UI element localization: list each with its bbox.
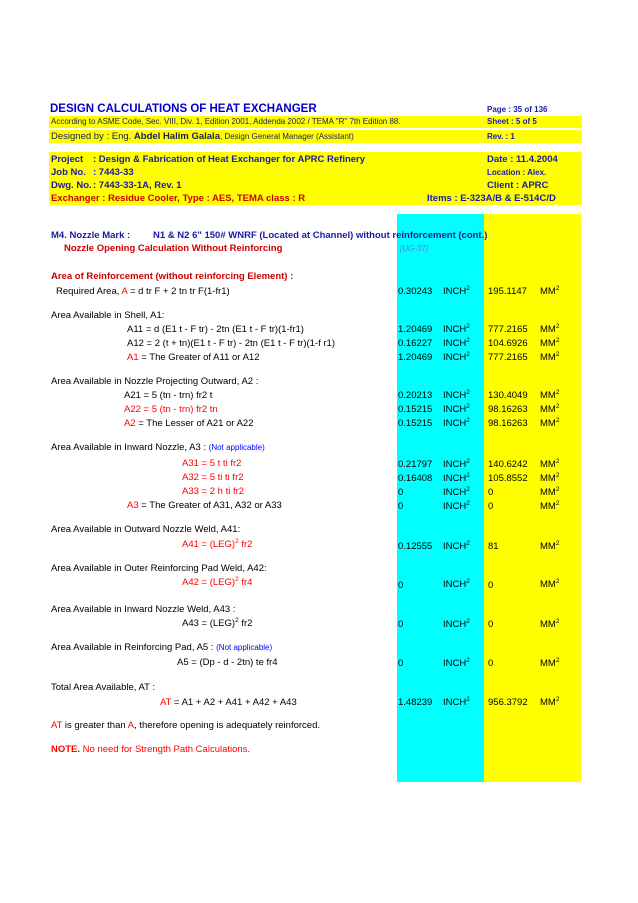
unit-exponent: 2 xyxy=(555,471,560,479)
unit-exponent: 2 xyxy=(555,457,560,465)
a31-formula: A31 = 5 t ti fr2 xyxy=(182,458,242,469)
unit-exponent: 2 xyxy=(466,499,470,507)
a41-inch: 0.12555 xyxy=(398,541,433,552)
project-date: Date : 11.4.2004 xyxy=(487,154,558,165)
inch-unit: INCH xyxy=(443,487,467,498)
a31-inch-unit xyxy=(443,459,470,470)
a3-inch: 0 xyxy=(398,501,404,512)
project-client: Client : APRC xyxy=(487,180,549,191)
unit-exponent: 2 xyxy=(555,695,560,703)
a22-inch-unit xyxy=(443,404,470,415)
a1-inch-unit xyxy=(443,352,470,363)
mm-unit: MM xyxy=(540,324,556,335)
inch-unit: INCH xyxy=(443,541,467,552)
a5-inch-unit xyxy=(443,658,470,669)
dwg-value: : 7443-33-1A, Rev. 1 xyxy=(93,180,182,191)
unit-exponent: 2 xyxy=(466,471,470,479)
a2-mm: 98.16263 xyxy=(488,418,528,429)
document-title: DESIGN CALCULATIONS OF HEAT EXCHANGER xyxy=(50,103,317,115)
unit-exponent: 2 xyxy=(555,284,560,292)
sheet-number: Sheet : 5 of 5 xyxy=(487,117,537,126)
inch-unit: INCH xyxy=(443,404,467,415)
at-inch: 1.48239 xyxy=(398,697,433,708)
job-key: Job No. xyxy=(51,167,86,178)
a12-formula: A12 = 2 (t + tn)(E1 t - F tr) - 2tn (E1 t - F tr)(1-f r1) xyxy=(127,338,335,349)
note xyxy=(51,744,250,755)
note-text: No need for Strength Path Calculations. xyxy=(80,744,251,755)
items-list: Items : E-323A/B & E-514C/D xyxy=(427,193,556,204)
inch-unit: INCH xyxy=(443,390,467,401)
unit-exponent: 2 xyxy=(555,402,560,410)
a2-mm-unit xyxy=(540,418,559,429)
mm-unit: MM xyxy=(540,418,556,429)
designer-line xyxy=(51,131,354,142)
required-area-heading: Area of Reinforcement (without reinforcing Element) : xyxy=(51,271,294,282)
at-heading: Total Area Available, AT : xyxy=(51,682,156,693)
a43-formula xyxy=(182,618,252,629)
a42-formula-b: fr4 xyxy=(238,577,253,588)
conclusion xyxy=(51,720,320,731)
a42-exponent: 2 xyxy=(235,575,239,583)
a42-inch-unit xyxy=(443,579,470,590)
inch-unit: INCH xyxy=(443,338,467,349)
a5-heading-text: Area Available in Reinforcing Pad, A5 : xyxy=(51,642,217,653)
project-key: Project xyxy=(51,154,84,165)
unit-exponent: 2 xyxy=(466,695,470,703)
a42-mm-unit xyxy=(540,579,559,590)
a1-mm-unit xyxy=(540,352,559,363)
required-area-mm-unit xyxy=(540,286,559,297)
unit-exponent: 2 xyxy=(555,617,560,625)
conclusion-at: AT xyxy=(51,720,63,731)
at-mm: 956.3792 xyxy=(488,697,528,708)
unit-exponent: 2 xyxy=(466,656,470,664)
mm-unit: MM xyxy=(540,541,556,552)
a3-expression: = The Greater of A31, A32 or A33 xyxy=(138,500,282,511)
a2-result-formula xyxy=(124,418,254,429)
a5-not-applicable: (Not applicable) xyxy=(216,643,273,652)
a3-result-formula xyxy=(127,500,282,511)
a21-formula: A21 = 5 (tn - trn) fr2 t xyxy=(124,390,213,401)
a32-inch-unit xyxy=(443,473,470,484)
inch-unit: INCH xyxy=(443,459,467,470)
job-value: : 7443-33 xyxy=(93,167,134,178)
at-mm-unit xyxy=(540,697,559,708)
a12-mm-unit xyxy=(540,338,559,349)
a31-mm: 140.6242 xyxy=(488,459,528,470)
a41-formula-b: fr2 xyxy=(238,539,253,550)
dwg-key: Dwg. No. xyxy=(51,180,92,191)
mm-unit: MM xyxy=(540,338,556,349)
a3-inch-unit xyxy=(443,501,470,512)
a1-expression: = The Greater of A11 or A12 xyxy=(138,352,260,363)
a41-mm: 81 xyxy=(488,541,499,552)
a33-inch: 0 xyxy=(398,487,404,498)
nozzle-mark-key: M4. Nozzle Mark : xyxy=(51,230,131,241)
inch-unit: INCH xyxy=(443,352,467,363)
project-value: : Design & Fabrication of Heat Exchanger for APRC Refinery xyxy=(93,154,366,165)
a2-symbol: A2 xyxy=(124,418,136,429)
a42-heading: Area Available in Outer Reinforcing Pad Weld, A42: xyxy=(51,563,267,574)
a11-inch: 1.20469 xyxy=(398,324,433,335)
unit-exponent: 2 xyxy=(555,539,560,547)
code-reference: According to ASME Code, Sec. VIII, Div. 1, Edition 2001, Addenda 2002 / TEMA "R" 7th Edition 88. xyxy=(51,117,401,126)
a33-mm-unit xyxy=(540,487,559,498)
inch-unit: INCH xyxy=(443,697,467,708)
unit-exponent: 2 xyxy=(466,402,470,410)
a43-mm-unit xyxy=(540,619,559,630)
mm-unit: MM xyxy=(540,459,556,470)
unit-exponent: 2 xyxy=(466,322,470,330)
a42-formula-a: A42 = (LEG) xyxy=(182,577,236,588)
a31-mm-unit xyxy=(540,459,559,470)
note-label: NOTE. xyxy=(51,744,81,755)
a32-mm: 105.8552 xyxy=(488,473,528,484)
unit-exponent: 2 xyxy=(555,322,560,330)
inch-unit: INCH xyxy=(443,658,467,669)
required-area-mm: 195.1147 xyxy=(488,286,527,297)
at-formula xyxy=(160,697,297,708)
a3-symbol: A3 xyxy=(127,500,139,511)
a1-inch: 1.20469 xyxy=(398,352,433,363)
conclusion-end: , therefore opening is adequately reinforced. xyxy=(134,720,320,731)
exchanger-description: Exchanger : Residue Cooler, Type : AES, TEMA class : R xyxy=(51,193,306,204)
a5-formula: A5 = (Dp - d - 2tn) te fr4 xyxy=(177,657,278,668)
conclusion-a: A xyxy=(127,720,135,731)
a5-heading xyxy=(51,642,272,653)
a3-not-applicable: (Not applicable) xyxy=(208,443,265,452)
a5-mm-unit xyxy=(540,658,559,669)
a5-inch: 0 xyxy=(398,658,404,669)
a32-formula: A32 = 5 ti ti fr2 xyxy=(182,472,244,483)
a3-mm-unit xyxy=(540,501,559,512)
a22-mm-unit xyxy=(540,404,559,415)
unit-exponent: 2 xyxy=(555,499,560,507)
unit-exponent: 2 xyxy=(555,656,560,664)
a12-mm: 104.6926 xyxy=(488,338,528,349)
unit-exponent: 2 xyxy=(555,485,560,493)
designed-by-prefix: Designed by : Eng. xyxy=(51,131,134,142)
unit-exponent: 2 xyxy=(466,416,470,424)
unit-exponent: 2 xyxy=(466,485,470,493)
a43-heading: Area Available in Inward Nozzle Weld, A43 : xyxy=(51,604,236,615)
a2-inch: 0.15215 xyxy=(398,418,433,429)
a41-heading: Area Available in Outward Nozzle Weld, A41: xyxy=(51,524,241,535)
mm-unit: MM xyxy=(540,390,556,401)
a1-result-formula xyxy=(127,352,259,363)
unit-exponent: 2 xyxy=(555,577,560,585)
a41-inch-unit xyxy=(443,541,470,552)
project-location: Location : Alex. xyxy=(487,168,547,177)
a2-heading: Area Available in Nozzle Projecting Outward, A2 : xyxy=(51,376,259,387)
a42-inch: 0 xyxy=(398,580,404,591)
designer-role: , Design General Manager (Assistant) xyxy=(219,132,354,141)
a41-formula-a: A41 = (LEG) xyxy=(182,539,236,550)
at-inch-unit xyxy=(443,697,470,708)
a1-mm: 777.2165 xyxy=(488,352,528,363)
a43-inch: 0 xyxy=(398,619,404,630)
a1-symbol: A1 xyxy=(127,352,139,363)
a11-mm: 777.2165 xyxy=(488,324,528,335)
a5-mm: 0 xyxy=(488,658,494,669)
required-area-label: Required Area, xyxy=(56,286,122,297)
unit-exponent: 2 xyxy=(466,577,470,585)
a3-heading xyxy=(51,442,265,453)
inch-unit: INCH xyxy=(443,579,467,590)
unit-exponent: 2 xyxy=(555,388,560,396)
a2-expression: = The Lesser of A21 or A22 xyxy=(135,418,254,429)
required-area-symbol: A xyxy=(121,286,128,297)
at-expression: = A1 + A2 + A41 + A42 + A43 xyxy=(171,697,297,708)
a21-inch: 0.20213 xyxy=(398,390,433,401)
unit-exponent: 2 xyxy=(555,416,560,424)
a31-inch: 0.21797 xyxy=(398,459,433,470)
section-subtitle: Nozzle Opening Calculation Without Reinforcing xyxy=(64,243,283,254)
a1-heading: Area Available in Shell, A1: xyxy=(51,310,165,321)
a21-mm-unit xyxy=(540,390,559,401)
designer-name: Abdel Halim Galala xyxy=(133,131,220,142)
a3-mm: 0 xyxy=(488,501,494,512)
inch-unit: INCH xyxy=(443,501,467,512)
unit-exponent: 2 xyxy=(466,336,470,344)
inch-unit: INCH xyxy=(443,324,467,335)
a32-mm-unit xyxy=(540,473,559,484)
unit-exponent: 2 xyxy=(466,539,470,547)
a11-formula: A11 = d (E1 t - F tr) - 2tn (E1 t - F tr)(1-fr1) xyxy=(127,324,304,335)
ug-reference: [UG-37] xyxy=(400,244,429,253)
a22-mm: 98.16263 xyxy=(488,404,528,415)
required-area-formula xyxy=(56,286,230,297)
a42-formula xyxy=(182,577,252,588)
a2-inch-unit xyxy=(443,418,470,429)
mm-unit: MM xyxy=(540,501,556,512)
mm-unit: MM xyxy=(540,619,556,630)
mm-unit: MM xyxy=(540,352,556,363)
a43-exponent: 2 xyxy=(235,616,239,624)
a22-inch: 0.15215 xyxy=(398,404,433,415)
unit-exponent: 2 xyxy=(555,350,560,358)
mm-unit: MM xyxy=(540,286,556,297)
a41-mm-unit xyxy=(540,541,559,552)
unit-exponent: 2 xyxy=(466,617,470,625)
a41-formula xyxy=(182,539,252,550)
required-area-inch: 0.30243 xyxy=(398,286,433,297)
a11-inch-unit xyxy=(443,324,470,335)
unit-exponent: 2 xyxy=(466,284,470,292)
at-symbol: AT xyxy=(160,697,172,708)
a11-mm-unit xyxy=(540,324,559,335)
a42-mm: 0 xyxy=(488,580,494,591)
mm-unit: MM xyxy=(540,487,556,498)
revision: Rev. : 1 xyxy=(487,132,515,141)
a21-inch-unit xyxy=(443,390,470,401)
required-area-expression: = d tr F + 2 tn tr F(1-fr1) xyxy=(127,286,230,297)
a43-formula-b: fr2 xyxy=(238,618,253,629)
a43-inch-unit xyxy=(443,619,470,630)
inch-unit: INCH xyxy=(443,619,467,630)
a33-mm: 0 xyxy=(488,487,494,498)
a33-formula: A33 = 2 h ti fr2 xyxy=(182,486,245,497)
mm-unit: MM xyxy=(540,658,556,669)
page-number: Page : 35 of 136 xyxy=(487,105,548,114)
a12-inch-unit xyxy=(443,338,470,349)
a32-inch: 0.16408 xyxy=(398,473,433,484)
unit-exponent: 2 xyxy=(555,336,560,344)
unit-exponent: 2 xyxy=(466,457,470,465)
nozzle-mark-value: N1 & N2 6" 150# WNRF (Located at Channel) without reinforcement (cont.) xyxy=(153,230,488,241)
a21-mm: 130.4049 xyxy=(488,390,528,401)
unit-exponent: 2 xyxy=(466,350,470,358)
mm-unit: MM xyxy=(540,579,556,590)
required-area-inch-unit xyxy=(443,286,470,297)
a33-inch-unit xyxy=(443,487,470,498)
mm-unit: MM xyxy=(540,697,556,708)
a43-mm: 0 xyxy=(488,619,494,630)
inch-unit: INCH xyxy=(443,418,467,429)
a3-heading-text: Area Available in Inward Nozzle, A3 : xyxy=(51,442,209,453)
unit-exponent: 2 xyxy=(466,388,470,396)
mm-unit: MM xyxy=(540,404,556,415)
mm-unit: MM xyxy=(540,473,556,484)
a22-formula: A22 = 5 (tn - trn) fr2 tn xyxy=(124,404,218,415)
a41-exponent: 2 xyxy=(235,537,239,545)
a12-inch: 0.16227 xyxy=(398,338,433,349)
inch-unit: INCH xyxy=(443,286,467,297)
conclusion-mid: is greater than xyxy=(62,720,128,731)
a43-formula-a: A43 = (LEG) xyxy=(182,618,236,629)
inch-unit: INCH xyxy=(443,473,467,484)
